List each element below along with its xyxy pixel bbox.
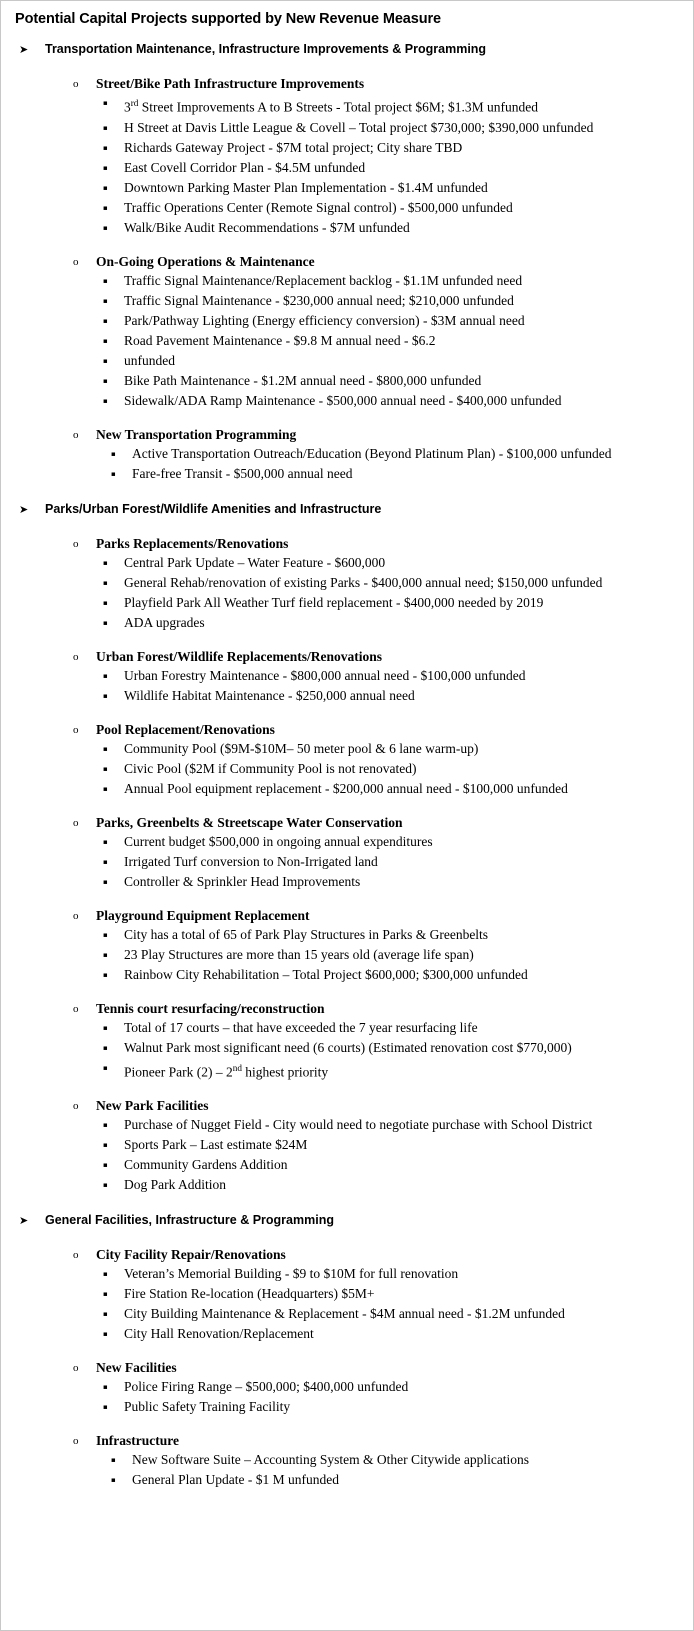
arrow-bullet-icon: ➤	[19, 502, 29, 516]
list-item	[11, 1450, 683, 1470]
list-item-label: East Covell Corridor Plan - $4.5M unfunded	[124, 159, 366, 175]
list-item-label: 23 Play Structures are more than 15 years old (average life span)	[124, 946, 474, 962]
circle-bullet-icon: o	[73, 537, 79, 550]
group-heading-label: Pool Replacement/Renovations	[96, 721, 275, 737]
list-item-label: Richards Gateway Project - $7M total project; City share TBD	[124, 139, 463, 155]
list-item	[11, 739, 683, 759]
list-item	[11, 1470, 683, 1490]
list-item-label: General Plan Update - $1 M unfunded	[132, 1472, 339, 1487]
list-item	[11, 666, 683, 686]
list-item-label: Irrigated Turf conversion to Non-Irrigated land	[124, 853, 378, 869]
list-item	[11, 1115, 683, 1135]
list-item	[11, 158, 683, 178]
square-bullet-icon: ▪	[103, 784, 108, 793]
square-bullet-icon: ▪	[103, 1383, 108, 1391]
section-heading	[11, 1212, 683, 1229]
list-item	[11, 852, 683, 872]
list-item	[11, 832, 683, 852]
square-bullet-icon: ▪	[111, 1476, 116, 1484]
list-item	[11, 573, 683, 593]
square-bullet-icon: ▪	[103, 356, 108, 365]
list-item-label: Walnut Park most significant need (6 courts) (Estimated renovation cost $770,000)	[124, 1039, 572, 1055]
square-bullet-icon: ▪	[103, 671, 108, 680]
circle-bullet-icon: o	[73, 650, 79, 663]
square-bullet-icon: ▪	[103, 950, 108, 959]
square-bullet-icon: ▪	[103, 837, 108, 846]
list-item-label: City Building Maintenance & Replacement - $4M annual need - $1.2M unfunded	[124, 1306, 565, 1321]
square-bullet-icon: ▪	[103, 143, 108, 152]
square-bullet-icon: ▪	[103, 618, 108, 627]
list-item	[11, 1038, 683, 1058]
group-heading	[11, 814, 683, 832]
group-heading	[11, 1246, 683, 1264]
square-bullet-icon: ▪	[103, 99, 108, 107]
list-item	[11, 1155, 683, 1175]
list-item-label: Police Firing Range – $500,000; $400,000 unfunded	[124, 1379, 409, 1394]
circle-bullet-icon: o	[73, 78, 79, 90]
list-item	[11, 291, 683, 311]
square-bullet-icon: ▪	[103, 877, 108, 886]
list-item	[11, 1324, 683, 1344]
list-item-label: Traffic Operations Center (Remote Signal control) - $500,000 unfunded	[124, 199, 513, 215]
square-bullet-icon: ▪	[103, 744, 108, 753]
circle-bullet-icon: o	[73, 1249, 79, 1261]
list-item	[11, 351, 683, 371]
square-bullet-icon: ▪	[103, 223, 108, 232]
list-item-label: Total of 17 courts – that have exceeded the 7 year resurfacing life	[124, 1019, 478, 1035]
list-item-label: Annual Pool equipment replacement - $200,000 annual need - $100,000 unfunded	[124, 780, 568, 796]
list-item	[11, 371, 683, 391]
list-item	[11, 1175, 683, 1195]
list-item	[11, 138, 683, 158]
group-heading	[11, 1097, 683, 1115]
section-heading-label: Parks/Urban Forest/Wildlife Amenities and Infrastructure	[45, 501, 382, 516]
list-item-label: Current budget $500,000 in ongoing annual expenditures	[124, 833, 433, 849]
list-item-label: New Software Suite – Accounting System & Other Citywide applications	[132, 1452, 530, 1467]
square-bullet-icon: ▪	[103, 396, 108, 405]
list-item	[11, 872, 683, 892]
square-bullet-icon: ▪	[103, 336, 108, 345]
circle-bullet-icon: o	[73, 1100, 79, 1112]
group-heading-label: Urban Forest/Wildlife Replacements/Renovations	[96, 648, 382, 664]
square-bullet-icon: ▪	[103, 1181, 108, 1189]
list-item-label: General Rehab/renovation of existing Parks - $400,000 annual need; $150,000 unfunded	[124, 574, 603, 590]
group-heading	[11, 75, 683, 93]
list-item	[11, 1304, 683, 1324]
list-item	[11, 686, 683, 706]
list-item-label: Dog Park Addition	[124, 1177, 227, 1192]
list-item-label: Playfield Park All Weather Turf field replacement - $400,000 needed by 2019	[124, 594, 544, 610]
list-item	[11, 118, 683, 138]
list-item-label: Active Transportation Outreach/Education (Beyond Platinum Plan) - $100,000 unfunded	[132, 445, 612, 461]
square-bullet-icon: ▪	[103, 1121, 108, 1129]
list-item-label: City has a total of 65 of Park Play Structures in Parks & Greenbelts	[124, 926, 489, 942]
circle-bullet-icon: o	[73, 909, 79, 922]
arrow-bullet-icon: ➤	[19, 43, 29, 56]
group-heading-label: New Transportation Programming	[96, 426, 297, 442]
square-bullet-icon: ▪	[103, 1270, 108, 1278]
list-item	[11, 198, 683, 218]
group-heading-label: Playground Equipment Replacement	[96, 907, 310, 923]
page-title: Potential Capital Projects supported by New Revenue Measure	[15, 11, 441, 27]
group-heading	[11, 535, 683, 553]
list-item-label: Sidewalk/ADA Ramp Maintenance - $500,000 annual need - $400,000 unfunded	[124, 392, 562, 408]
square-bullet-icon: ▪	[103, 316, 108, 325]
list-item-label: Fire Station Re-location (Headquarters) $5M+	[124, 1286, 375, 1301]
list-item	[11, 331, 683, 351]
list-item	[11, 1018, 683, 1038]
circle-bullet-icon: o	[73, 816, 79, 829]
circle-bullet-icon: o	[73, 255, 79, 268]
square-bullet-icon: ▪	[103, 578, 108, 587]
list-item	[11, 779, 683, 799]
square-bullet-icon: ▪	[103, 203, 108, 212]
list-item-label: Purchase of Nugget Field - City would need to negotiate purchase with School District	[124, 1117, 593, 1132]
list-item-label: Traffic Signal Maintenance - $230,000 annual need; $210,000 unfunded	[124, 292, 514, 308]
circle-bullet-icon: o	[73, 1002, 79, 1015]
square-bullet-icon: ▪	[103, 163, 108, 172]
circle-bullet-icon: o	[73, 1362, 79, 1374]
group-heading-label: New Facilities	[96, 1360, 177, 1375]
square-bullet-icon: ▪	[103, 376, 108, 385]
square-bullet-icon: ▪	[103, 183, 108, 192]
group-heading-label: Street/Bike Path Infrastructure Improvements	[96, 76, 365, 91]
group-heading	[11, 721, 683, 739]
group-heading-label: New Park Facilities	[96, 1098, 209, 1113]
list-item-label: Community Gardens Addition	[124, 1157, 288, 1172]
list-item	[11, 945, 683, 965]
list-item	[11, 1135, 683, 1155]
group-heading	[11, 1000, 683, 1018]
list-item	[11, 1284, 683, 1304]
circle-bullet-icon: o	[73, 1435, 79, 1447]
list-item-label: Rainbow City Rehabilitation – Total Project $600,000; $300,000 unfunded	[124, 966, 528, 982]
list-item-label: Public Safety Training Facility	[124, 1399, 291, 1414]
group-heading	[11, 648, 683, 666]
group-heading	[11, 253, 683, 271]
group-heading-label: Tennis court resurfacing/reconstruction	[96, 1000, 325, 1016]
list-item	[11, 444, 683, 464]
list-item-label: Veteran’s Memorial Building - $9 to $10M for full renovation	[124, 1266, 459, 1281]
group-heading-label: Infrastructure	[96, 1433, 179, 1448]
list-item-label: City Hall Renovation/Replacement	[124, 1326, 314, 1341]
list-item-label: Urban Forestry Maintenance - $800,000 annual need - $100,000 unfunded	[124, 667, 526, 683]
square-bullet-icon: ▪	[103, 1330, 108, 1338]
group-heading-label: City Facility Repair/Renovations	[96, 1247, 286, 1262]
arrow-bullet-icon: ➤	[19, 1214, 29, 1227]
list-item-label: unfunded	[124, 352, 175, 368]
list-item-label: 3rd Street Improvements A to B Streets - Total project $6M; $1.3M unfunded	[124, 98, 539, 115]
list-item-label: Downtown Parking Master Plan Implementation - $1.4M unfunded	[124, 179, 488, 195]
list-item	[11, 759, 683, 779]
square-bullet-icon: ▪	[103, 1063, 108, 1072]
list-item-label: Sports Park – Last estimate $24M	[124, 1137, 308, 1152]
square-bullet-icon: ▪	[103, 691, 108, 700]
square-bullet-icon: ▪	[111, 1456, 116, 1464]
square-bullet-icon: ▪	[103, 857, 108, 866]
list-item	[11, 1058, 683, 1083]
section-heading	[11, 501, 683, 518]
list-item-label: Wildlife Habitat Maintenance - $250,000 annual need	[124, 687, 415, 703]
square-bullet-icon: ▪	[111, 469, 116, 478]
square-bullet-icon: ▪	[103, 276, 108, 285]
list-item-label: Traffic Signal Maintenance/Replacement backlog - $1.1M unfunded need	[124, 272, 523, 288]
section-heading-label: Transportation Maintenance, Infrastructure Improvements & Programming	[45, 42, 487, 56]
square-bullet-icon: ▪	[103, 764, 108, 773]
square-bullet-icon: ▪	[103, 1141, 108, 1149]
group-heading-label: On-Going Operations & Maintenance	[96, 253, 315, 269]
list-item-label: H Street at Davis Little League & Covell – Total project $730,000; $390,000 unfunded	[124, 119, 594, 135]
list-item	[11, 1397, 683, 1417]
list-item-label: Bike Path Maintenance - $1.2M annual need - $800,000 unfunded	[124, 372, 482, 388]
list-item-label: Fare-free Transit - $500,000 annual need	[132, 465, 353, 481]
list-item-label: Road Pavement Maintenance - $9.8 M annual need - $6.2	[124, 332, 436, 348]
square-bullet-icon: ▪	[103, 558, 108, 567]
list-item-label: Pioneer Park (2) – 2nd highest priority	[124, 1062, 329, 1079]
list-item	[11, 93, 683, 118]
list-item	[11, 593, 683, 613]
square-bullet-icon: ▪	[103, 296, 108, 305]
square-bullet-icon: ▪	[103, 1023, 108, 1032]
group-heading	[11, 907, 683, 925]
list-item-label: Community Pool ($9M-$10M– 50 meter pool & 6 lane warm-up)	[124, 740, 479, 756]
square-bullet-icon: ▪	[103, 1403, 108, 1411]
list-item	[11, 271, 683, 291]
list-item-label: Civic Pool ($2M if Community Pool is not renovated)	[124, 760, 417, 776]
circle-bullet-icon: o	[73, 723, 79, 736]
list-item-label: Walk/Bike Audit Recommendations - $7M unfunded	[124, 219, 410, 235]
group-heading	[11, 1432, 683, 1450]
group-heading-label: Parks, Greenbelts & Streetscape Water Conservation	[96, 814, 403, 830]
list-item	[11, 311, 683, 331]
circle-bullet-icon: o	[73, 428, 79, 441]
square-bullet-icon: ▪	[103, 930, 108, 939]
list-item-label: Controller & Sprinkler Head Improvements	[124, 873, 361, 889]
list-item	[11, 464, 683, 484]
list-item	[11, 218, 683, 238]
square-bullet-icon: ▪	[103, 1161, 108, 1169]
square-bullet-icon: ▪	[103, 123, 108, 132]
list-item	[11, 925, 683, 945]
list-item-label: Park/Pathway Lighting (Energy efficiency conversion) - $3M annual need	[124, 312, 525, 328]
square-bullet-icon: ▪	[103, 1310, 108, 1318]
list-item	[11, 553, 683, 573]
section-heading	[11, 41, 683, 58]
square-bullet-icon: ▪	[111, 449, 116, 458]
list-item	[11, 391, 683, 411]
list-item	[11, 178, 683, 198]
square-bullet-icon: ▪	[103, 598, 108, 607]
group-heading	[11, 426, 683, 444]
square-bullet-icon: ▪	[103, 1290, 108, 1298]
square-bullet-icon: ▪	[103, 1043, 108, 1052]
list-item	[11, 1264, 683, 1284]
square-bullet-icon: ▪	[103, 970, 108, 979]
list-item-label: ADA upgrades	[124, 614, 205, 630]
list-item	[11, 965, 683, 985]
group-heading	[11, 1359, 683, 1377]
section-heading-label: General Facilities, Infrastructure & Programming	[45, 1213, 334, 1227]
list-item	[11, 613, 683, 633]
list-item	[11, 1377, 683, 1397]
group-heading-label: Parks Replacements/Renovations	[96, 535, 289, 551]
list-item-label: Central Park Update – Water Feature - $600,000	[124, 554, 386, 570]
